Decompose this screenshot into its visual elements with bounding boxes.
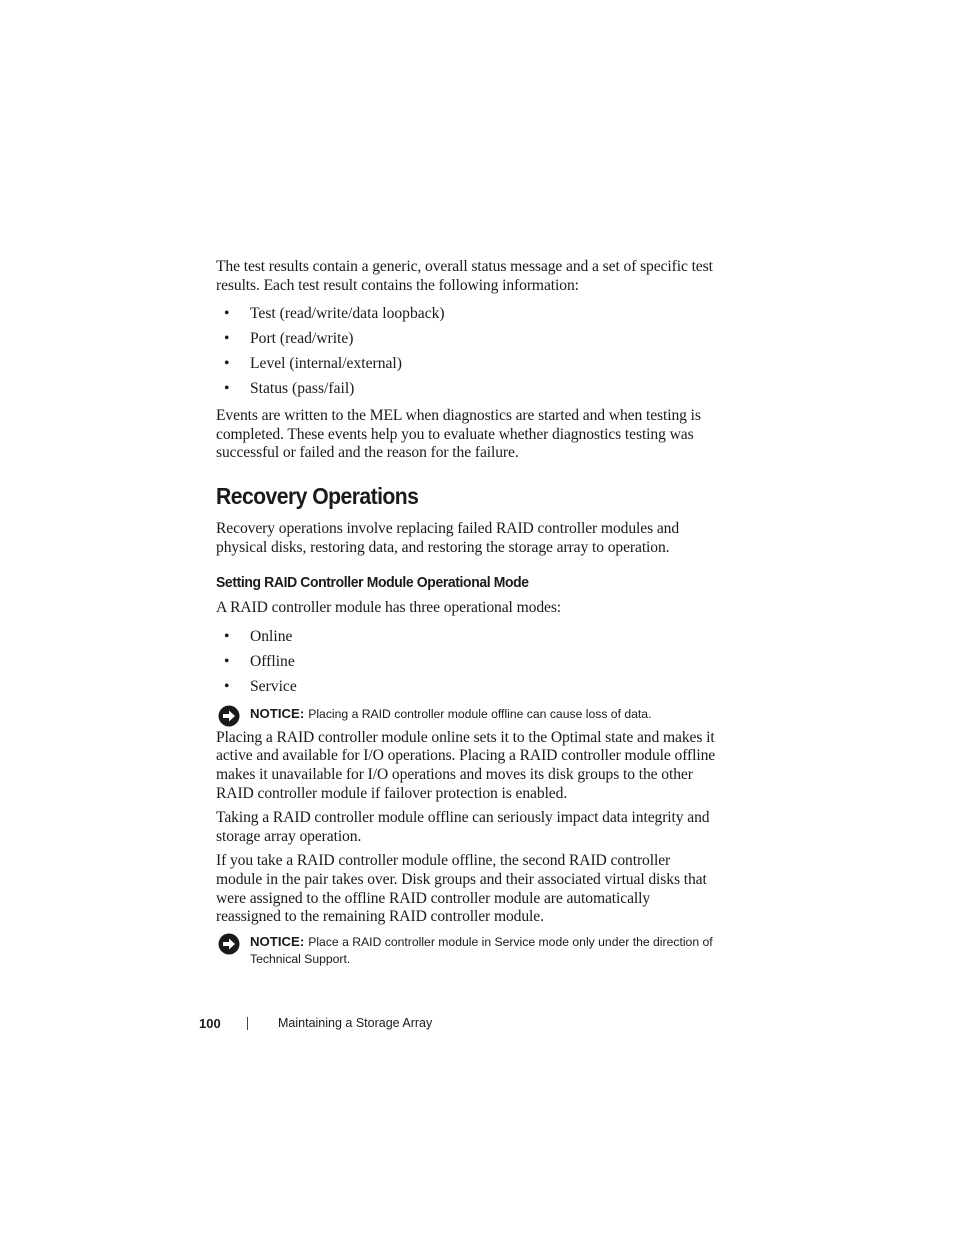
section-intro: Recovery operations involve replacing failed RAID controller modules and physical disks, restoring data, and restoring the storage array to operation. — [216, 519, 680, 556]
list-item: • Service — [224, 677, 297, 695]
list-item: • Online — [224, 627, 293, 645]
notice-box — [216, 933, 716, 968]
chapter-title: Maintaining a Storage Array — [278, 1016, 433, 1030]
modes-list — [216, 624, 716, 699]
list-item: • Offline — [224, 652, 295, 670]
list-item: • Level (internal/external) — [224, 355, 402, 373]
footer-separator — [247, 1017, 248, 1030]
paragraph: Placing a RAID controller module online sets it to the Optimal state and makes it active and available for I/O operations. Placing a RAID controller module offline makes it unavailable for I/O operations and moves its disk groups to the other RAID controller module if failover protection is enabled. — [216, 728, 716, 802]
notice-arrow-icon — [218, 705, 240, 727]
notice-box — [216, 705, 716, 723]
page-number: 100 — [199, 1016, 221, 1031]
notice-label: NOTICE: — [250, 705, 305, 721]
subsection-title: Setting RAID Controller Module Operational Mode — [216, 574, 529, 592]
notice-text: Place a RAID controller module in Service mode only under the direction of Technical Support. — [250, 934, 713, 966]
paragraph: Taking a RAID controller module offline can seriously impact data integrity and storage array operation. — [216, 809, 710, 845]
notice-label: NOTICE: — [250, 933, 305, 949]
page-content — [216, 258, 716, 974]
list-item: • Port (read/write) — [224, 330, 354, 348]
test-info-list — [216, 301, 716, 401]
subsection-lead: A RAID controller module has three operational modes: — [216, 599, 562, 617]
intro-paragraph-1: The test results contain a generic, overall status message and a set of specific test results. Each test result contains the following information: — [216, 258, 713, 294]
section-title: Recovery Operations — [216, 482, 419, 509]
paragraph: If you take a RAID controller module offline, the second RAID controller module in the pair takes over. Disk groups and their associated virtual disks that were assigned to the offline RAID controller module are automatically reassigned to the remaining RAID controller module. — [216, 852, 707, 926]
notice-text: Placing a RAID controller module offline can cause loss of data. — [308, 706, 652, 721]
intro-paragraph-2: Events are written to the MEL when diagnostics are started and when testing is completed. These events help you to evaluate whether diagnostics testing was successful or failed and the reason for the failure. — [216, 407, 701, 462]
notice-arrow-icon — [218, 933, 240, 955]
list-item: • Status (pass/fail) — [224, 380, 355, 398]
list-item: • Test (read/write/data loopback) — [224, 305, 445, 323]
